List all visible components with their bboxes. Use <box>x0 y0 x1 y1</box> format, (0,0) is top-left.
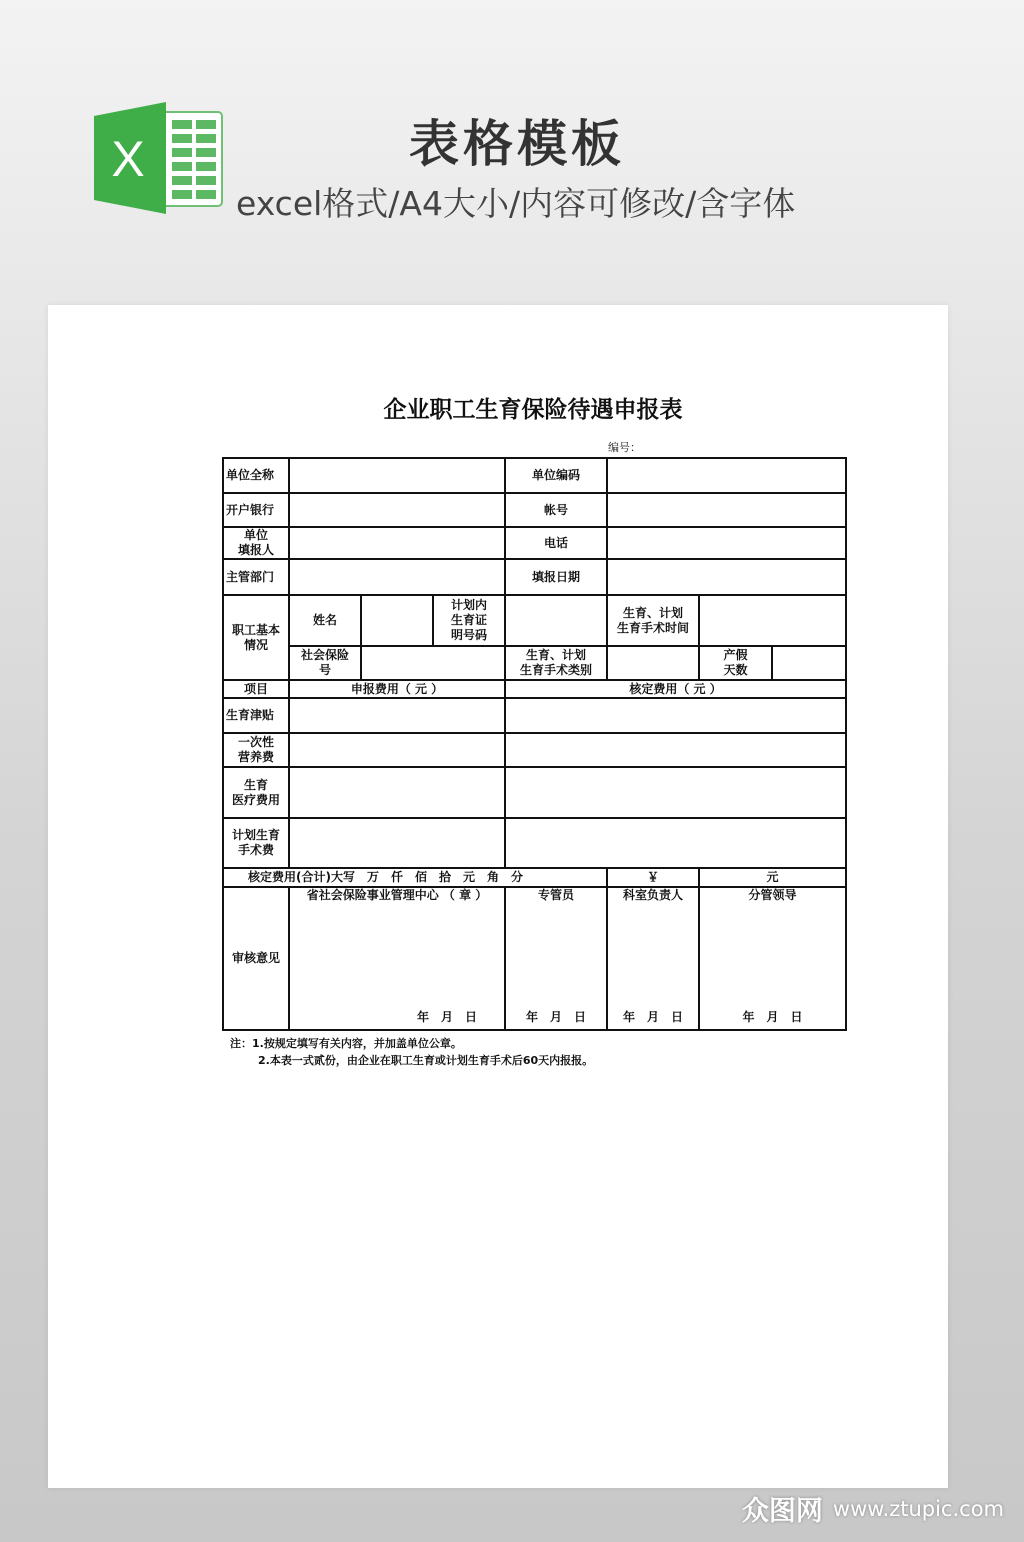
field-plan-cert-no[interactable] <box>505 595 607 646</box>
label-center: 省社会保险事业管理中心 （ 章 ） <box>306 888 488 902</box>
label-report-date: 填报日期 <box>505 559 607 595</box>
field-name[interactable] <box>361 595 433 646</box>
field-unit-reporter[interactable] <box>289 527 505 559</box>
label-yen: ￥ <box>607 868 699 887</box>
banner-subtitle: excel格式/A4大小/内容可修改/含字体 <box>236 184 796 223</box>
field-report-date[interactable] <box>607 559 846 595</box>
document-title: 企业职工生育保险待遇申报表 <box>383 397 683 423</box>
label-account: 帐号 <box>505 493 607 527</box>
field-phone[interactable] <box>607 527 846 559</box>
document-page <box>48 305 948 1488</box>
label-nutrition: 一次性 营养费 <box>223 733 289 767</box>
label-specialist: 专管员 <box>537 888 574 902</box>
field-social-account[interactable] <box>361 646 505 680</box>
review-specialist-cell[interactable] <box>505 887 607 1030</box>
label-leader: 分管领导 <box>748 888 797 902</box>
field-unit-code[interactable] <box>607 458 846 493</box>
banner-title: 表格模板 <box>409 115 625 173</box>
watermark-url: www.ztupic.com <box>832 1496 1004 1521</box>
field-leave-days[interactable] <box>772 646 846 680</box>
label-yuan: 元 <box>699 868 846 887</box>
field-account[interactable] <box>607 493 846 527</box>
field-surgery-fee-declared[interactable] <box>289 818 505 868</box>
review-leader-cell[interactable] <box>699 887 846 1030</box>
review-center-cell[interactable] <box>289 887 505 1030</box>
date-section-head: 年 月 日 <box>622 1010 683 1024</box>
label-section-head: 科室负责人 <box>622 888 683 902</box>
label-surgery-time: 生育、计划 生育手术时间 <box>607 595 699 646</box>
field-allowance-approved[interactable] <box>505 698 846 733</box>
label-surgery-fee: 计划生育 手术费 <box>223 818 289 868</box>
field-nutrition-declared[interactable] <box>289 733 505 767</box>
label-bank: 开户银行 <box>223 493 289 527</box>
watermark-logo: 众图网 <box>741 1496 823 1527</box>
date-specialist: 年 月 日 <box>525 1010 586 1024</box>
label-item: 项目 <box>223 680 289 698</box>
label-unit-code: 单位编码 <box>505 458 607 493</box>
review-section-head-cell[interactable] <box>607 887 699 1030</box>
field-unit-name[interactable] <box>289 458 505 493</box>
label-approved-fee: 核定费用（ 元 ） <box>505 680 846 698</box>
label-declared-fee: 申报费用（ 元 ） <box>289 680 505 698</box>
label-leave-days: 产假 天数 <box>699 646 772 680</box>
field-surgery-type[interactable] <box>607 646 699 680</box>
label-unit-reporter: 单位 填报人 <box>223 527 289 559</box>
label-employee-info: 职工基本 情况 <box>223 595 289 680</box>
field-medical-declared[interactable] <box>289 767 505 818</box>
field-surgery-fee-approved[interactable] <box>505 818 846 868</box>
field-allowance-declared[interactable] <box>289 698 505 733</box>
label-plan-cert-no: 计划内 生育证 明号码 <box>433 595 505 646</box>
label-medical: 生育 医疗费用 <box>223 767 289 818</box>
note-line-2: 2.本表一式贰份，由企业在职工生育或计划生育手术后60天内报报。 <box>258 1054 594 1067</box>
label-name: 姓名 <box>289 595 361 646</box>
label-allowance: 生育津贴 <box>223 698 289 733</box>
note-line-1: 注：1.按规定填写有关内容，并加盖单位公章。 <box>230 1037 462 1050</box>
insurance-form-table <box>222 457 847 1031</box>
field-nutrition-approved[interactable] <box>505 733 846 767</box>
label-social-account: 社会保险 号 <box>289 646 361 680</box>
watermark <box>742 1489 1004 1528</box>
field-dept[interactable] <box>289 559 505 595</box>
excel-icon-letter: X <box>111 131 145 187</box>
label-review: 审核意见 <box>223 887 289 1030</box>
label-dept: 主管部门 <box>223 559 289 595</box>
field-medical-approved[interactable] <box>505 767 846 818</box>
form-notes <box>230 1035 593 1069</box>
label-total-uppercase: 核定费用(合计)大写 万 仟 佰 拾 元 角 分 <box>223 868 607 887</box>
date-leader: 年 月 日 <box>742 1010 803 1024</box>
field-bank[interactable] <box>289 493 505 527</box>
serial-number-label: 编号： <box>608 441 641 454</box>
label-surgery-type: 生育、计划 生育手术类别 <box>505 646 607 680</box>
date-center: 年 月 日 <box>416 1010 477 1024</box>
label-phone: 电话 <box>505 527 607 559</box>
field-surgery-time[interactable] <box>699 595 846 646</box>
label-unit-name: 单位全称 <box>223 458 289 493</box>
